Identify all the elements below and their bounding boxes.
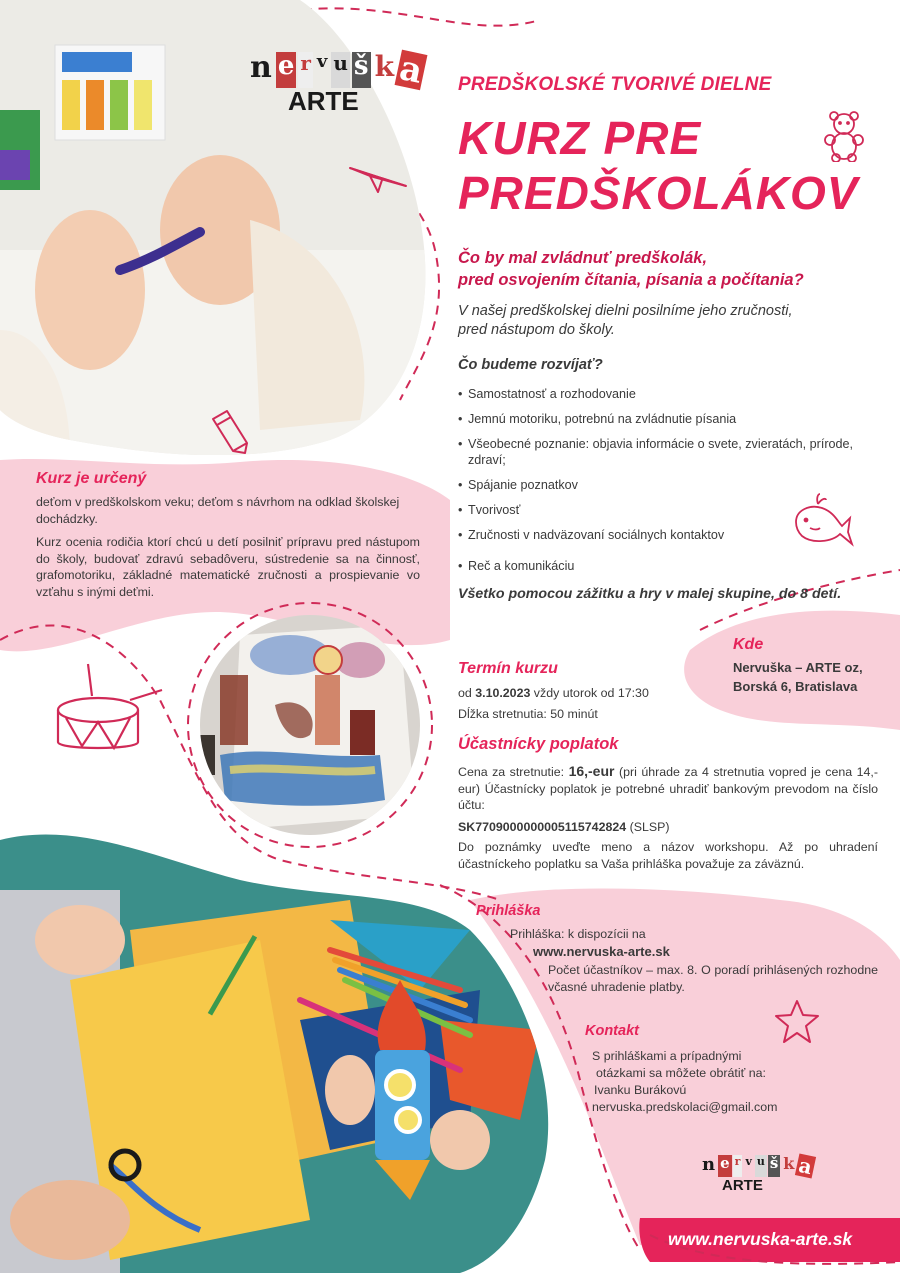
term-heading: Termín kurzu [458, 660, 558, 677]
list-item: • Tvorivosť [458, 502, 888, 518]
signup-line2: Počet účastníkov – max. 8. O poradí prihlásených rozhodne včasné uhradenie platby. [548, 963, 878, 994]
intended-paragraph1: deťom v predškolskom veku; deťom s návrhom na odklad školskej dochádzky. [36, 495, 400, 526]
fee-price-rest: (pri úhrade za 4 stretnutia vopred je cena 14,-eur) Účastnícky poplatok je potrebné uhradiť bankovým prevodom na číslo účtu: [458, 765, 878, 812]
fee-iban: SK7709000000005115742824 [458, 820, 627, 834]
where-heading: Kde [733, 636, 764, 653]
term-duration: Dĺžka stretnutia: 50 minút [458, 707, 598, 721]
logo-letter: e [276, 52, 297, 88]
term-suffix: vždy utorok od 17:30 [530, 686, 649, 700]
intended-paragraph2: Kurz ocenia rodičia ktorí chcú u detí posilniť prípravu pred nástupom do školy, budovať zdravú sebadôveru, sústredenie sa na činnosť, grafomotoriku, základné matematické zručnosti a prospievanie vo vzťahu s inými deťmi. [36, 535, 420, 599]
contact-line3: Ivanku Burákovú [594, 1083, 687, 1097]
whale-icon [792, 492, 854, 552]
list-item: • Spájanie poznatkov [458, 477, 888, 493]
fee-account [458, 819, 670, 836]
contact-line1: S prihláškami a prípadnými [592, 1049, 742, 1063]
list-item: • Všeobecné poznanie: objavia informácie o svete, zvieratách, prírode, zdraví; [458, 436, 888, 468]
logo-letter: r [298, 52, 313, 88]
question-line1: Čo by mal zvládnuť predškolák, [458, 249, 708, 267]
intro-line1: V našej predškolskej dielni posilníme jeho zručnosti, [458, 303, 793, 319]
term-prefix: od [458, 686, 476, 700]
nervuska-arte-logo [248, 48, 433, 132]
logo-letter: n [250, 50, 272, 85]
develop-summary: Všetko pomocou zážitku a hry v malej skupine, do 8 detí. [458, 586, 842, 602]
question-line2: pred osvojením čítania, písania a počítania? [458, 271, 804, 289]
where-line2: Borská 6, Bratislava [733, 679, 858, 694]
logo-letter: k [374, 50, 394, 83]
logo-letter: a [797, 1152, 815, 1180]
page-title-line1: KURZ PRE [458, 112, 702, 164]
list-item: • Zručnosti v nadväzovaní sociálnych kontaktov [458, 527, 888, 543]
signup-heading: Prihláška [476, 903, 541, 919]
logo-letter: r [733, 1155, 743, 1177]
page-kicker: PREDŠKOLSKÉ TVORIVÉ DIELNE [458, 74, 772, 95]
signup-line1: Prihláška: k dispozícii na [510, 927, 646, 941]
nervuska-arte-logo-small [700, 1152, 815, 1205]
contact-email[interactable]: nervuska.predskolaci@gmail.com [592, 1100, 778, 1114]
list-item: • Reč a komunikáciu [458, 558, 888, 574]
fee-price: 16,-eur [568, 763, 615, 779]
logo-letter: u [331, 52, 350, 88]
logo-letter: e [718, 1155, 732, 1177]
logo-letter: k [783, 1154, 795, 1173]
list-item: • Jemnú motoriku, potrebnú na zvládnutie písania [458, 411, 888, 427]
logo-letter: š [768, 1155, 780, 1177]
term-date-line [458, 685, 649, 702]
term-date: 3.10.2023 [475, 686, 531, 700]
logo-arte: ARTE [288, 86, 359, 116]
logo-letter: a [396, 48, 426, 92]
fee-heading: Účastnícky poplatok [458, 735, 619, 753]
intro-line2: pred nástupom do školy. [458, 322, 615, 338]
drum-icon [38, 660, 168, 760]
logo-letter: š [352, 52, 371, 88]
logo-letter: v [745, 1155, 752, 1168]
signup-url[interactable]: www.nervuska-arte.sk [533, 944, 670, 959]
intended-heading: Kurz je určený [36, 470, 147, 487]
page-title-line2: PREDŠKOLÁKOV [458, 167, 859, 219]
logo-letter: v [316, 51, 328, 72]
develop-heading: Čo budeme rozvíjať? [458, 357, 603, 373]
crayon-icon [205, 405, 255, 455]
star-icon [772, 998, 822, 1046]
fee-price-prefix: Cena za stretnutie: [458, 765, 569, 779]
footer-url[interactable]: www.nervuska-arte.sk [668, 1229, 853, 1249]
contact-line2: otázkami sa môžete obrátiť na: [596, 1066, 766, 1080]
teddy-bear-icon [820, 110, 868, 162]
fee-price-text [458, 763, 878, 814]
list-item: • Samostatnosť a rozhodovanie [458, 386, 888, 402]
logo-letter: u [755, 1155, 767, 1177]
paper-plane-icon [348, 150, 408, 195]
logo-arte: ARTE [722, 1177, 763, 1194]
where-line1: Nervuška – ARTE oz, [733, 660, 863, 675]
contact-heading: Kontakt [585, 1023, 639, 1039]
photo-painting [200, 615, 420, 835]
logo-letter: n [702, 1154, 716, 1175]
fee-bank: (SLSP) [626, 820, 670, 834]
fee-note: Do poznámky uveďte meno a názov workshopu. Až po uhradení účastníckeho poplatku sa Vaša prihláška považuje za záväznú. [458, 840, 878, 871]
